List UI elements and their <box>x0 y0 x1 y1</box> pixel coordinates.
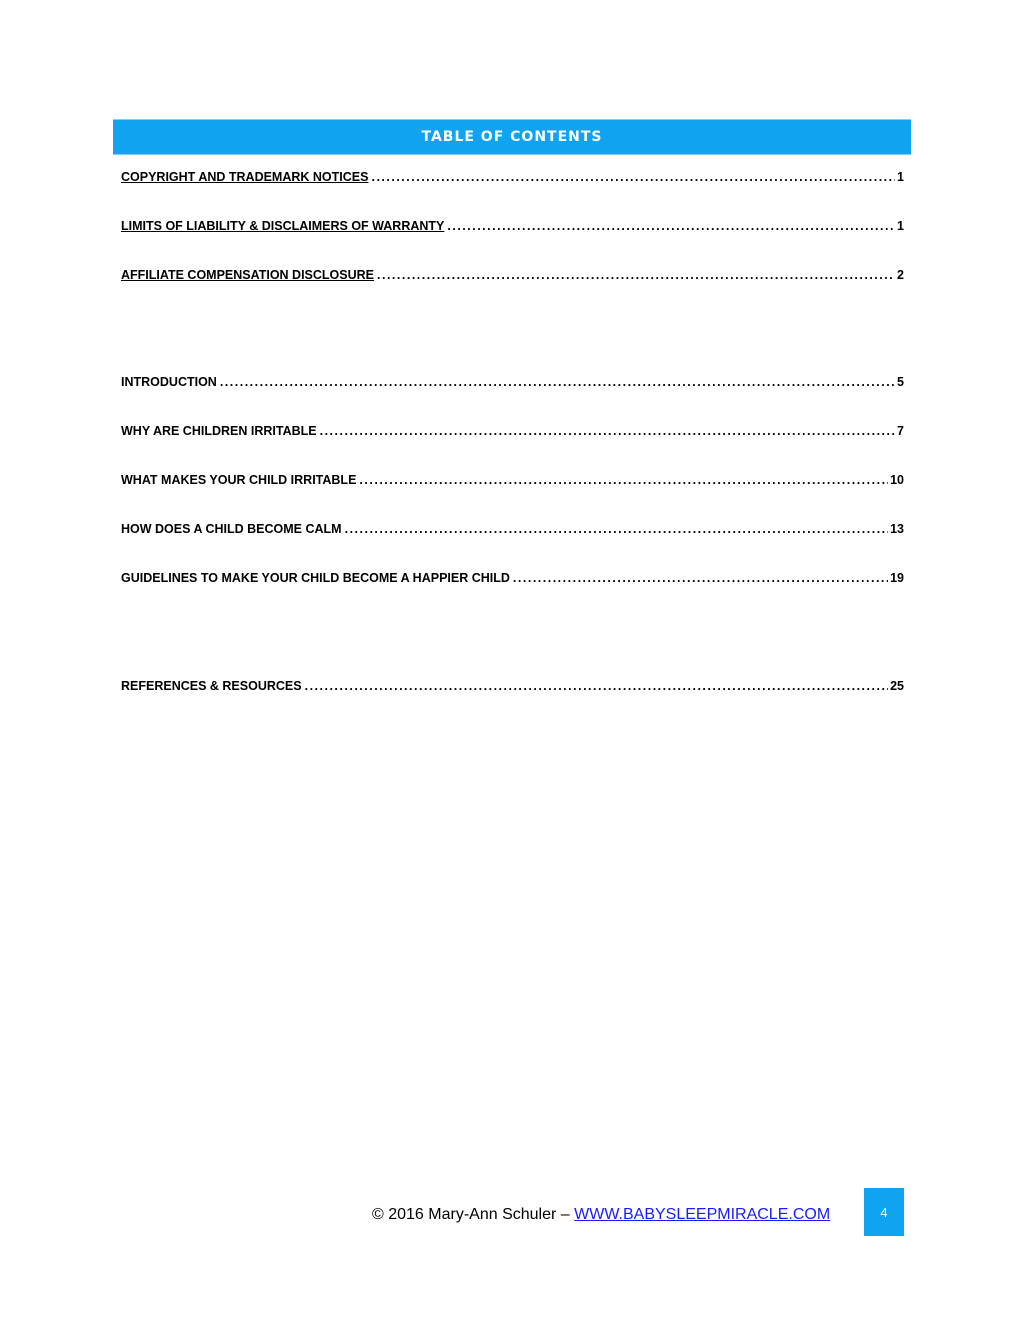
toc-entry-page: 7 <box>897 424 904 438</box>
toc-entry-label[interactable]: WHY ARE CHILDREN IRRITABLE <box>121 424 317 438</box>
dot-leader <box>305 678 889 694</box>
toc-entry-copyright[interactable] <box>121 167 904 185</box>
toc-entry-label[interactable]: INTRODUCTION <box>121 375 217 389</box>
toc-entry-page: 1 <box>897 170 904 184</box>
dot-leader <box>359 472 888 488</box>
toc-entry-label[interactable]: HOW DOES A CHILD BECOME CALM <box>121 522 342 536</box>
page-number: 4 <box>880 1204 888 1220</box>
dot-leader <box>220 374 895 390</box>
copyright-text: © 2016 Mary-Ann Schuler – <box>372 1206 575 1223</box>
toc-entry-limits-of-liability[interactable] <box>121 216 904 234</box>
toc-entry-affiliate-disclosure[interactable] <box>121 265 904 283</box>
toc-entry-page: 1 <box>897 219 904 233</box>
toc-entry-why-irritable[interactable] <box>121 421 904 439</box>
toc-entry-page: 13 <box>890 522 904 536</box>
toc-entry-page: 19 <box>890 571 904 585</box>
toc-entry-references[interactable] <box>121 676 904 694</box>
website-link[interactable]: WWW.BABYSLEEPMIRACLE.COM <box>574 1206 831 1223</box>
dot-leader <box>377 267 895 283</box>
toc-header-bar <box>113 119 911 155</box>
dot-leader <box>371 169 895 185</box>
page-number-badge <box>864 1188 904 1236</box>
toc-entry-label[interactable]: REFERENCES & RESOURCES <box>121 679 302 693</box>
toc-entry-page: 2 <box>897 268 904 282</box>
toc-entry-label[interactable]: GUIDELINES TO MAKE YOUR CHILD BECOME A HAPPIER CHILD <box>121 571 510 585</box>
toc-entry-label[interactable]: COPYRIGHT AND TRADEMARK NOTICES <box>121 170 369 184</box>
dot-leader <box>513 570 888 586</box>
toc-entry-guidelines[interactable] <box>121 568 904 586</box>
footer-copyright <box>372 1206 830 1224</box>
toc-title: TABLE OF CONTENTS <box>421 129 603 145</box>
toc-entry-page: 10 <box>890 473 904 487</box>
dot-leader <box>447 218 895 234</box>
toc-entry-introduction[interactable] <box>121 372 904 390</box>
toc-entry-page: 25 <box>890 679 904 693</box>
dot-leader <box>320 423 895 439</box>
dot-leader <box>345 521 889 537</box>
toc-entry-label[interactable]: LIMITS OF LIABILITY & DISCLAIMERS OF WARRANTY <box>121 219 445 233</box>
toc-entry-page: 5 <box>897 375 904 389</box>
toc-entry-what-makes-irritable[interactable] <box>121 470 904 488</box>
toc-entry-label[interactable]: WHAT MAKES YOUR CHILD IRRITABLE <box>121 473 357 487</box>
toc-entry-become-calm[interactable] <box>121 519 904 537</box>
toc-entry-label[interactable]: AFFILIATE COMPENSATION DISCLOSURE <box>121 268 375 282</box>
